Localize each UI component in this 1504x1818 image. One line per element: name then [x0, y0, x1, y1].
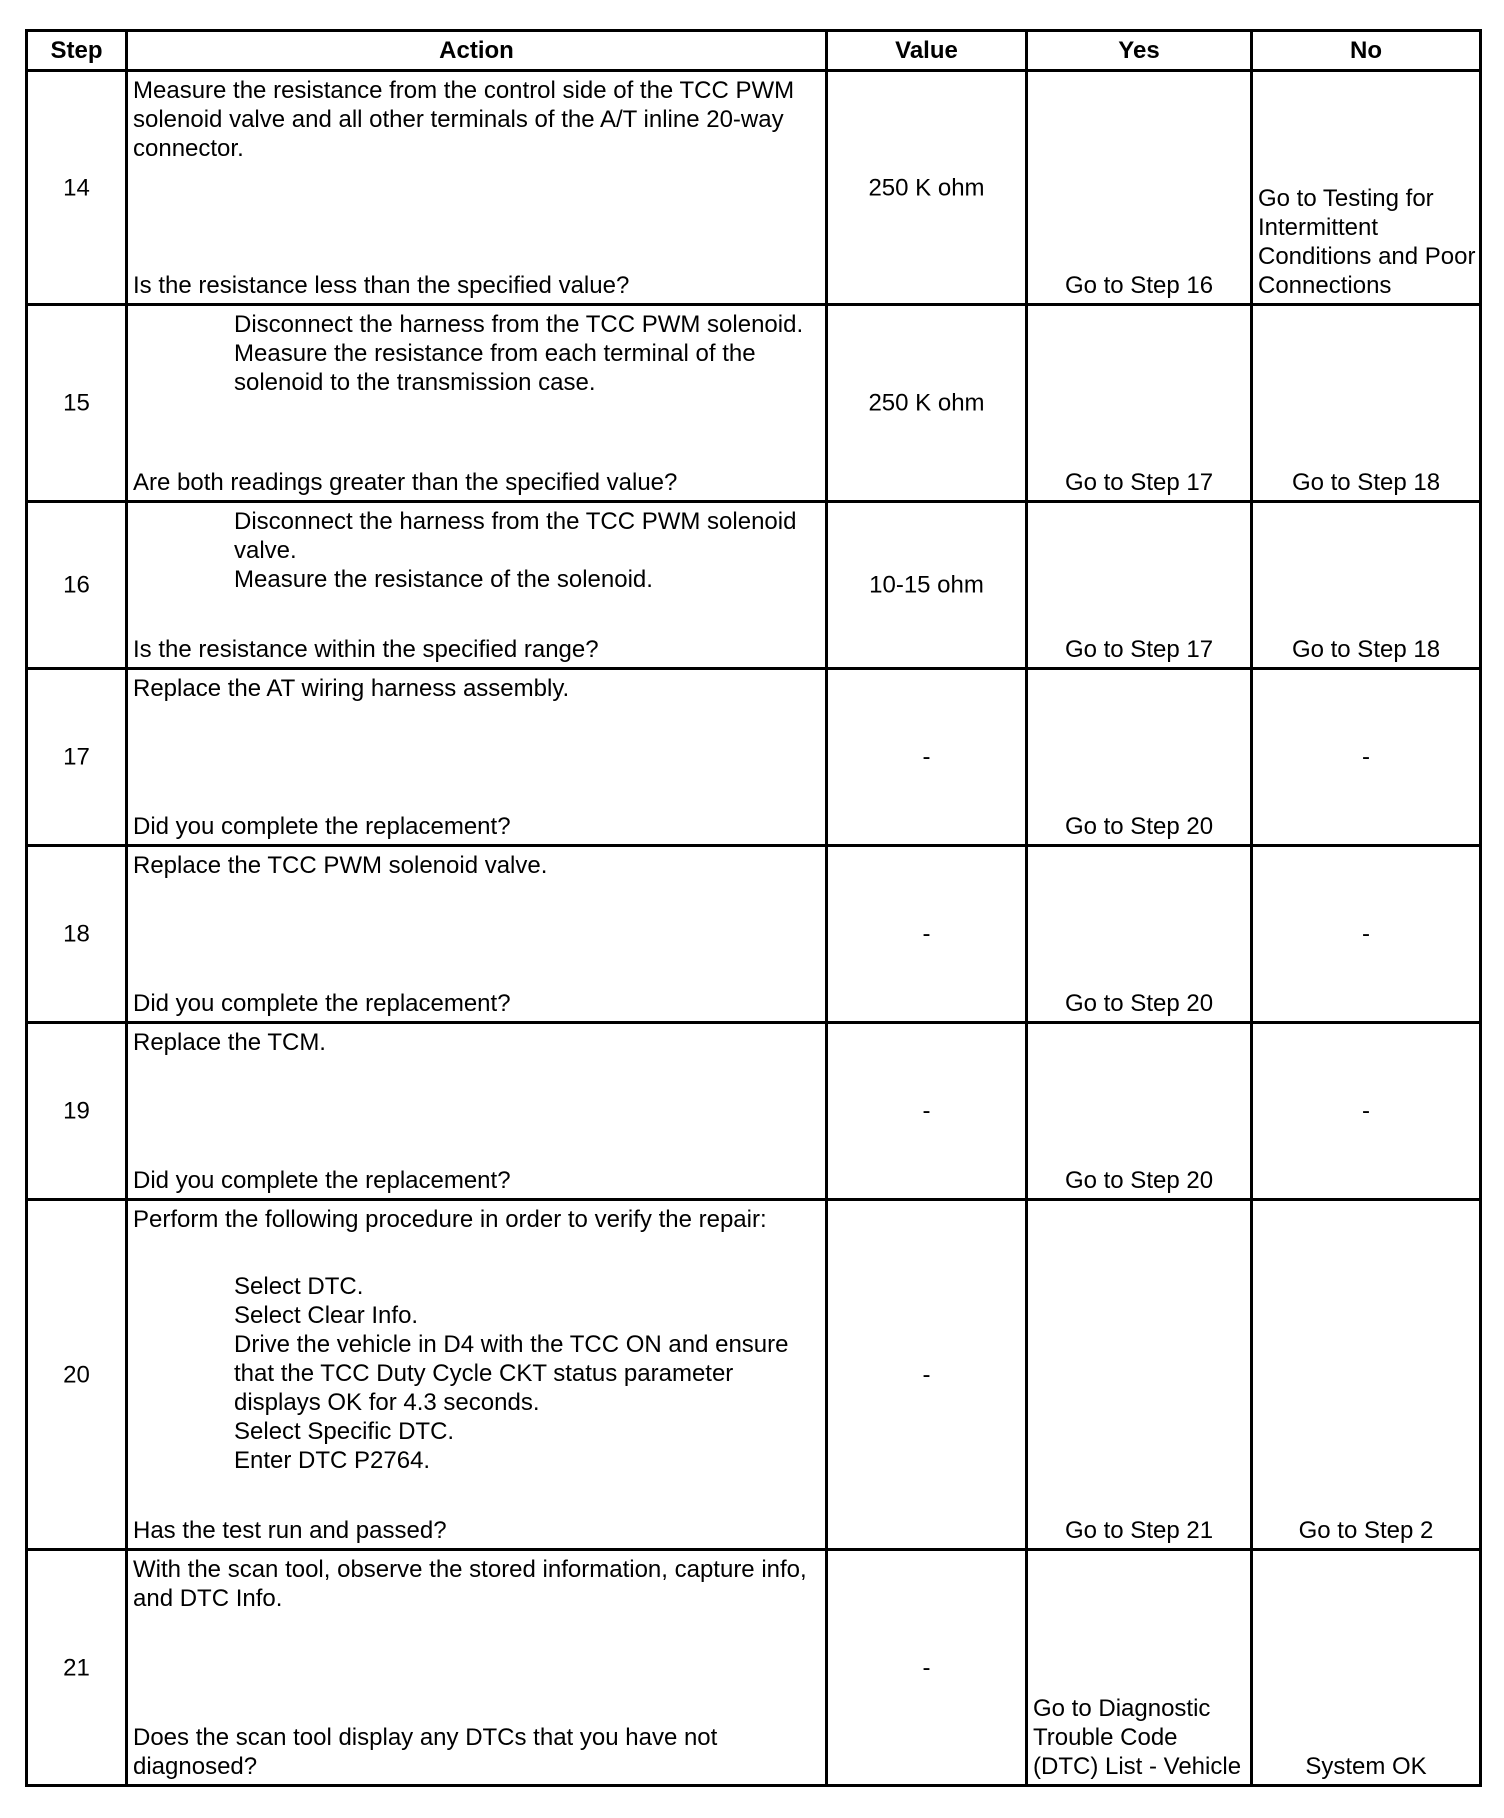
yes-cell [1027, 71, 1252, 305]
question-text: Does the scan tool display any DTCs that you have not diagnosed? [133, 1724, 718, 1780]
yes-text: Go to Step 16 [1064, 272, 1214, 299]
value-text: - [922, 1654, 931, 1681]
yes-cell [1027, 669, 1252, 846]
no-text: Go to Step 2 [1298, 1517, 1434, 1544]
table-row [27, 846, 1481, 1023]
step-cell [27, 71, 127, 305]
action-text: Replace the TCC PWM solenoid valve. [133, 852, 548, 879]
no-cell [1252, 1023, 1481, 1200]
action-cell [127, 71, 827, 305]
action-step: Disconnect the harness from the TCC PWM solenoid. [234, 311, 804, 338]
value-text: - [922, 920, 931, 948]
action-step: Disconnect the harness from the TCC PWM solenoid valve. [234, 508, 797, 564]
table-row [27, 502, 1481, 669]
no-text: Go to Testing for Intermittent Conditions and Poor Connections [1258, 185, 1476, 299]
no-cell [1252, 71, 1481, 305]
yes-text: Go to Step 17 [1064, 469, 1214, 496]
no-cell [1252, 305, 1481, 502]
yes-cell [1027, 305, 1252, 502]
question-text: Did you complete the replacement? [133, 990, 511, 1017]
action-text: Measure the resistance from the control side of the TCC PWM solenoid valve and all other terminals of the A/T inline 20-way connector. [133, 77, 795, 162]
yes-cell [1027, 502, 1252, 669]
action-text: Replace the AT wiring harness assembly. [133, 675, 570, 702]
yes-cell [1027, 1550, 1252, 1786]
action-text: Replace the TCM. [133, 1029, 326, 1056]
header-no: No [1252, 31, 1481, 71]
table-row [27, 305, 1481, 502]
action-step: Select DTC. [234, 1273, 364, 1300]
value-text: 250 K ohm [868, 389, 985, 417]
step-cell [27, 669, 127, 846]
value-cell [827, 669, 1027, 846]
action-cell [127, 305, 827, 502]
no-text: Go to Step 18 [1291, 469, 1441, 496]
yes-text: Go to Diagnostic Trouble Code (DTC) List - Vehicle [1033, 1695, 1242, 1780]
value-text: - [922, 1097, 931, 1125]
step-number: 19 [63, 1097, 90, 1125]
value-text: 250 K ohm [868, 174, 985, 201]
value-cell [827, 1023, 1027, 1200]
step-number: 16 [63, 571, 90, 599]
header-row [27, 31, 1481, 71]
value-text: 10-15 ohm [869, 571, 984, 599]
table-row [27, 1200, 1481, 1550]
header-step: Step [27, 31, 127, 71]
value-cell [827, 1200, 1027, 1550]
action-step: Enter DTC P2764. [234, 1447, 431, 1474]
action-cell [127, 846, 827, 1023]
step-cell [27, 305, 127, 502]
step-number: 20 [63, 1361, 90, 1388]
value-text: - [922, 1361, 931, 1388]
yes-text: Go to Step 20 [1064, 990, 1214, 1017]
no-text: - [1362, 743, 1370, 771]
table-row [27, 669, 1481, 846]
no-cell [1252, 1200, 1481, 1550]
no-text: - [1362, 1097, 1370, 1125]
action-cell [127, 669, 827, 846]
question-text: Did you complete the replacement? [133, 813, 511, 840]
value-cell [827, 502, 1027, 669]
no-cell [1252, 846, 1481, 1023]
yes-text: Go to Step 21 [1064, 1517, 1214, 1544]
diagnostic-table [25, 29, 1482, 1787]
question-text: Is the resistance less than the specified value? [133, 272, 630, 299]
yes-cell [1027, 846, 1252, 1023]
no-cell [1252, 502, 1481, 669]
action-cell [127, 502, 827, 669]
table-row [27, 1550, 1481, 1786]
question-text: Is the resistance within the specified range? [133, 636, 599, 663]
action-cell [127, 1023, 827, 1200]
no-text: Go to Step 18 [1291, 636, 1441, 663]
step-cell [27, 1550, 127, 1786]
step-cell [27, 846, 127, 1023]
yes-cell [1027, 1200, 1252, 1550]
action-step: Drive the vehicle in D4 with the TCC ON and ensure that the TCC Duty Cycle CKT status parameter displays OK for 4.3 seconds. [234, 1331, 789, 1416]
action-cell [127, 1550, 827, 1786]
no-text: System OK [1305, 1753, 1427, 1780]
yes-text: Go to Step 20 [1064, 1167, 1214, 1194]
step-cell [27, 1023, 127, 1200]
no-text: - [1362, 920, 1370, 948]
value-text: - [922, 743, 931, 771]
header-value: Value [827, 31, 1027, 71]
table-row [27, 71, 1481, 305]
question-text: Did you complete the replacement? [133, 1167, 511, 1194]
action-step: Measure the resistance from each terminal of the solenoid to the transmission case. [234, 340, 756, 396]
action-step: Select Specific DTC. [234, 1418, 455, 1445]
header-yes: Yes [1027, 31, 1252, 71]
question-text: Has the test run and passed? [133, 1517, 447, 1544]
value-cell [827, 1550, 1027, 1786]
header-action: Action [127, 31, 827, 71]
step-cell [27, 1200, 127, 1550]
yes-text: Go to Step 17 [1064, 636, 1214, 663]
yes-cell [1027, 1023, 1252, 1200]
step-cell [27, 502, 127, 669]
action-step: Select Clear Info. [234, 1302, 419, 1329]
value-cell [827, 846, 1027, 1023]
yes-text: Go to Step 20 [1064, 813, 1214, 840]
step-number: 14 [63, 174, 90, 201]
step-number: 21 [63, 1654, 90, 1681]
action-text: With the scan tool, observe the stored information, capture info, and DTC Info. [133, 1556, 807, 1612]
table-row [27, 1023, 1481, 1200]
question-text: Are both readings greater than the specified value? [133, 469, 678, 496]
action-cell [127, 1200, 827, 1550]
no-cell [1252, 669, 1481, 846]
step-number: 18 [63, 920, 90, 948]
action-text: Perform the following procedure in order to verify the repair: [133, 1206, 767, 1233]
step-number: 17 [63, 743, 90, 771]
action-step: Measure the resistance of the solenoid. [234, 566, 653, 593]
value-cell [827, 305, 1027, 502]
step-number: 15 [63, 389, 90, 417]
no-cell [1252, 1550, 1481, 1786]
value-cell [827, 71, 1027, 305]
